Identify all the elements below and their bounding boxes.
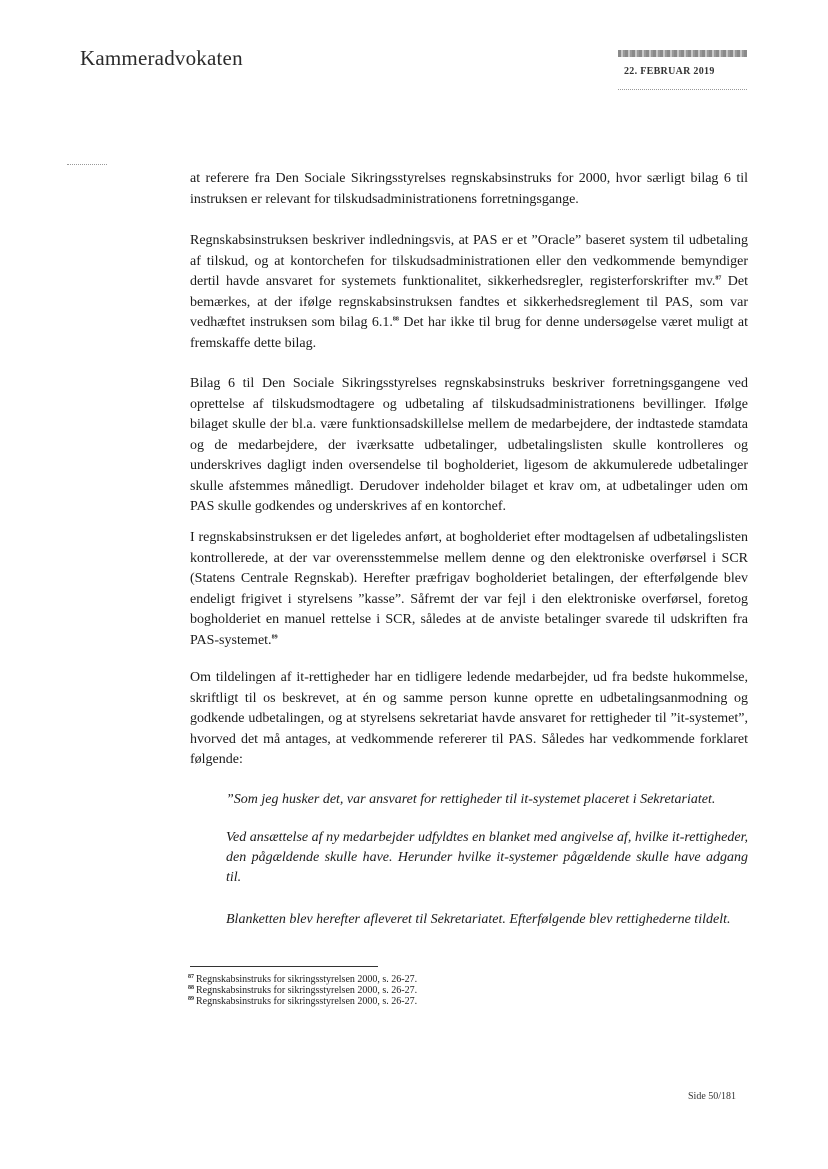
footnote-number: 87 [188,973,194,980]
margin-dotted-line [67,164,107,165]
footnotes [188,974,417,1007]
paragraph-1 [190,169,748,210]
paragraph-text: Om tildelingen af it-rettigheder har en tidligere ledende medarbejder, ud fra bedste hukommelse, skriftligt til os beskrevet, at én og samme person kunne oprette en udbetalingsanmodning og godkende udbetalingen, og at styrelsens sekretariat havde ansvaret for rettigheder til ”it-systemet”, hvorved det må antages, at vedkommende refererer til PAS. Således har vedkommende forklaret følgende: [190,670,748,767]
paragraph-4 [190,528,748,651]
paragraph-5 [190,668,748,771]
paragraph-3 [190,374,748,518]
page-number: Side 50/181 [688,1091,737,1102]
footnote-ref[interactable]: 89 [271,633,278,640]
paragraph-text: Regnskabsinstruksen beskriver indledningsvis, at PAS er et ”Oracle” baseret system til udbetaling af tilskud, og at kontorchefen for tilskudsadministrationen eller den vedkommende bemyndiger dertil havde ansvaret for systemets funktionalitet, sikkerhedsregler, registerforskrifter mv. [190,233,748,289]
paragraph-text: Det bemærkes, at der ifølge regnskabsinstruksen fandtes et sikkerhedsreglement til PAS, som var vedhæftet instruksen som bilag 6.1. [190,274,748,330]
paragraph-text: I regnskabsinstruksen er det ligeledes anført, at bogholderiet efter modtagelsen af udbetalingslisten kontrollerede, at der var overensstemmelse mellem denne og den elektroniske overførsel i SCR (Statens Centrale Regnskab). Herefter præfrigav bogholderiet betalingen, der efterfølgende blev endeligt frigivet i styrelsens ”kasse”. Såfremt der var fejl i den elektroniske overførsel, foretog bogholderiet en manuel rettelse i SCR, således at de anviste betalinger svarede til udskriften fra PAS-systemet. [190,530,748,648]
quote-line-3: Blanketten blev herefter afleveret til Sekretariatet. Efterfølgende blev rettighederne tildelt. [226,912,731,927]
footnote-text: Regnskabsinstruks for sikringsstyrelsen 2000, s. 26-27. [196,974,418,985]
quote-line-1: ”Som jeg husker det, var ansvaret for rettigheder til it-systemet placeret i Sekretariatet. [226,792,716,807]
paragraph-text: at referere fra Den Sociale Sikringsstyrelses regnskabsinstruks for 2000, hvor særligt bilag 6 til instruksen er relevant for tilskudsadministrationens forretningsgange. [190,171,748,207]
paragraph-text: Bilag 6 til Den Sociale Sikringsstyrelses regnskabsinstruks beskriver forretningsgangene ved oprettelse af tilskudsmodtagere og udbetaling af tilskudsadministrationens bevillinger. Ifølge bilaget skulle der bl.a. være funktionsadskillelse mellem de medarbejdere, der indtastede stamdata og de medarbejdere, der iværksatte udbetalinger, udbetalingslisten skulle kontrolleres og underskrives dagligt inden oversendelse til bogholderiet, ligesom de akkumulerede udbetalinger skulle afstemmes månedligt. Derudover indeholder bilaget et krav om, at udbetalinger uden om PAS skulle godkendes og underskrives af en kontorchef. [190,376,748,514]
footnote-number: 88 [188,984,194,991]
footnote-89 [188,996,417,1007]
header-dotted-line [618,89,747,90]
footnote-text: Regnskabsinstruks for sikringsstyrelsen 2000, s. 26-27. [196,996,418,1007]
footnote-number: 89 [188,995,194,1002]
paragraph-2 [190,231,748,354]
header-redacted-bar [618,50,747,57]
header-date: 22. FEBRUAR 2019 [624,66,715,77]
firm-logo: Kammeradvokaten [80,46,243,70]
quote-line-2: Ved ansættelse af ny medarbejder udfyldtes en blanket med angivelse af, hvilke it-rettigheder, den pågældende skulle have. Herunder hvilke it-systemer pågældende skulle have adgang til. [226,830,748,885]
paragraph-text: Det har ikke til brug for denne undersøgelse været muligt at fremskaffe dette bilag. [190,315,748,351]
footnote-88 [188,985,417,996]
footnote-ref[interactable]: 88 [392,316,399,323]
footnote-87 [188,974,417,985]
footnote-separator [190,966,378,967]
footnote-ref[interactable]: 87 [715,275,722,282]
footnote-text: Regnskabsinstruks for sikringsstyrelsen 2000, s. 26-27. [196,985,418,996]
